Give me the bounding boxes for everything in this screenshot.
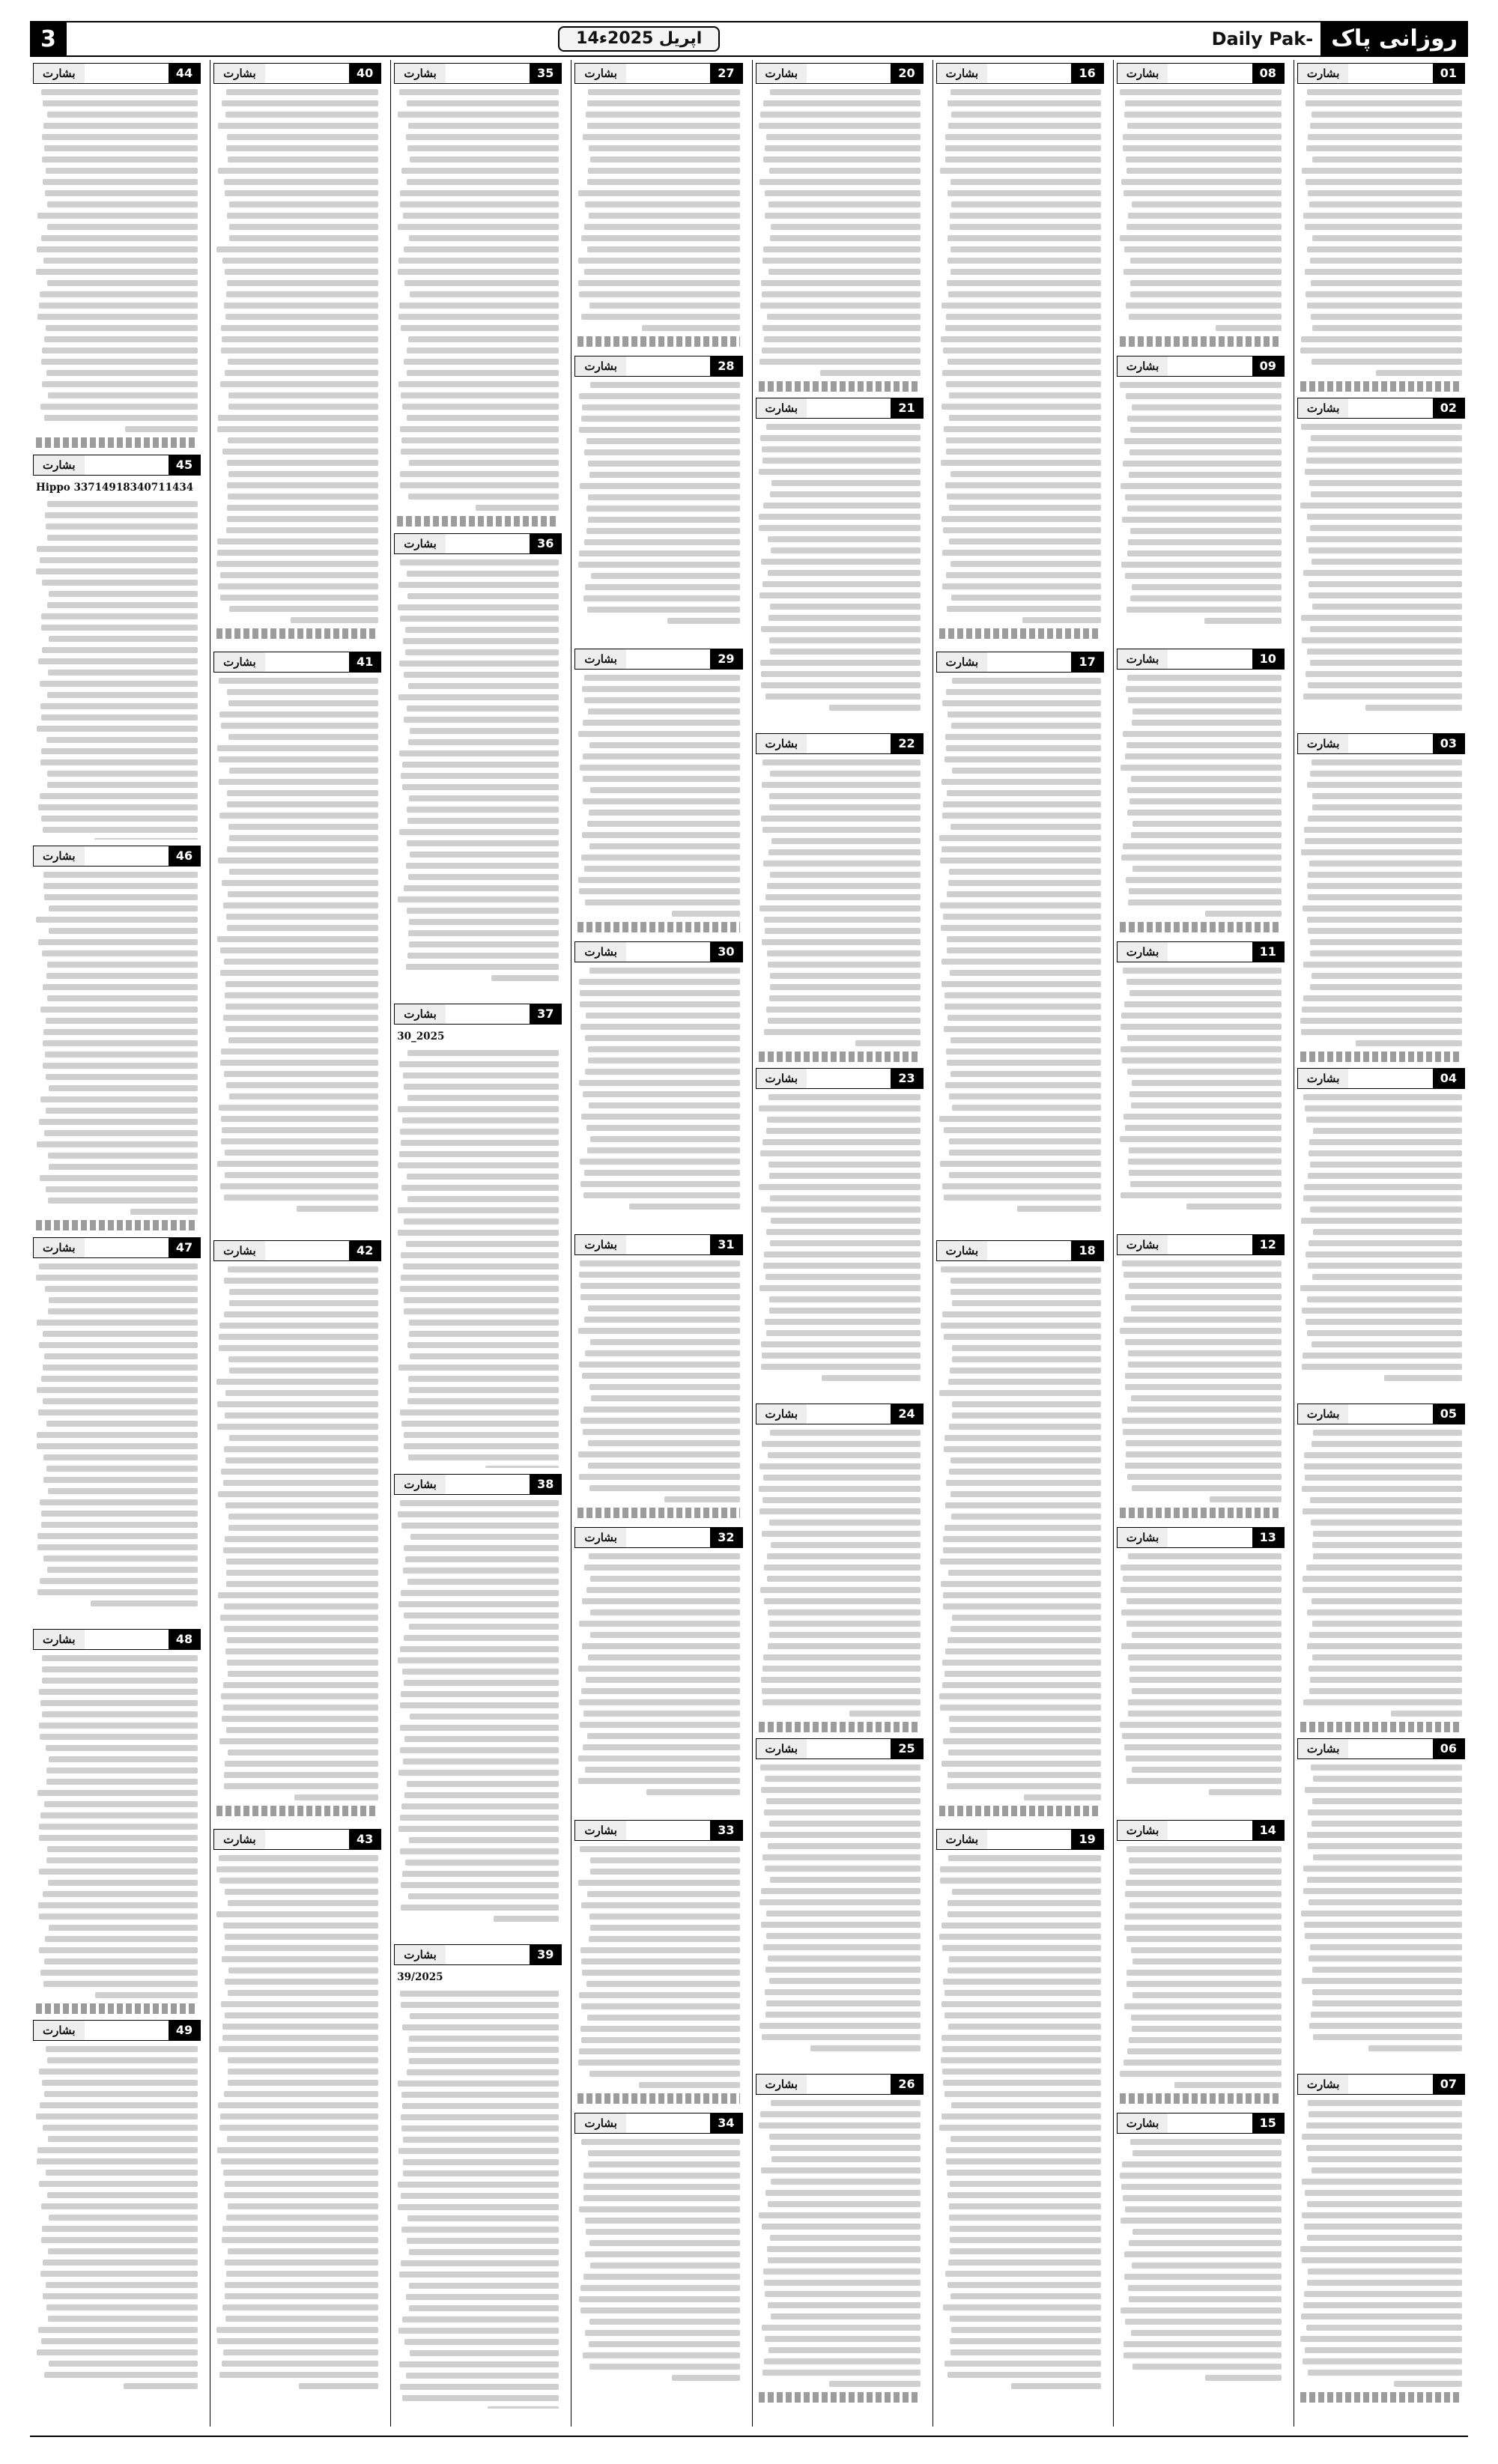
- notice-23: [753, 1068, 927, 1397]
- signature-line: [1300, 1722, 1462, 1732]
- notice-body-lines: [216, 89, 378, 623]
- notice-label: بشارت: [395, 1945, 446, 1964]
- notice-18: [933, 1240, 1107, 1823]
- notice-body-lines: [1120, 1260, 1282, 1502]
- notice-body-lines: [397, 1050, 559, 1468]
- notice-number: 25: [891, 1739, 922, 1759]
- notice-body-lines: [577, 89, 739, 331]
- notice-number: 01: [1433, 64, 1464, 83]
- notice-number: 43: [349, 1830, 380, 1849]
- notice-03: [1294, 733, 1468, 1062]
- notice-header: [756, 398, 924, 419]
- notice-number: 31: [710, 1235, 742, 1254]
- notice-number: 12: [1252, 1235, 1284, 1254]
- notice-header: [1297, 1404, 1465, 1424]
- notice-number: 48: [169, 1630, 200, 1649]
- notice-label: بشارت: [214, 1241, 265, 1260]
- newspaper-brand: [1212, 22, 1468, 55]
- notice-header: [1297, 398, 1465, 419]
- notice-body-lines: [1120, 382, 1282, 624]
- notice-body-lines: [1120, 1846, 1282, 2088]
- notice-header: [756, 1404, 924, 1424]
- notice-number: 28: [710, 356, 742, 376]
- notice-body-lines: [1300, 2100, 1462, 2387]
- notice-label: بشارت: [1298, 2075, 1349, 2094]
- notice-header: [1297, 1068, 1465, 1089]
- notice-number: 40: [349, 64, 380, 83]
- notice-label: بشارت: [1118, 942, 1168, 962]
- notice-body-lines: [577, 675, 739, 917]
- notice-header: [33, 455, 201, 476]
- notice-body-lines: [759, 424, 921, 711]
- notice-35: [391, 63, 565, 527]
- notice-number: 26: [891, 2075, 922, 2094]
- notice-header: [1117, 941, 1285, 962]
- notice-header: [1117, 1820, 1285, 1841]
- signature-line: [939, 1806, 1101, 1816]
- notice-number: 45: [169, 455, 200, 475]
- column-6: [390, 60, 565, 2427]
- notice-label: بشارت: [575, 356, 626, 376]
- notice-reference: 39/2025: [397, 1971, 443, 1983]
- notice-header: [936, 63, 1104, 84]
- notice-header: [756, 733, 924, 754]
- column-2: [1113, 60, 1288, 2427]
- notice-body-lines: [36, 2046, 198, 2389]
- notice-number: 49: [169, 2021, 200, 2040]
- notice-label: بشارت: [214, 652, 265, 672]
- notice-label: بشارت: [34, 64, 85, 83]
- notice-label: بشارت: [1298, 1069, 1349, 1088]
- notice-body-lines: [577, 1553, 739, 1795]
- notice-number: 16: [1071, 64, 1103, 83]
- signature-line: [1120, 336, 1282, 347]
- notice-number: 44: [169, 64, 200, 83]
- notice-body-lines: [1300, 759, 1462, 1046]
- notice-body-lines: [759, 89, 921, 376]
- signature-line: [1300, 1052, 1462, 1062]
- notice-09: [1114, 356, 1288, 643]
- notice-06: [1294, 1738, 1468, 2067]
- notice-body-lines: [216, 1855, 378, 2389]
- notice-label: بشارت: [575, 2113, 626, 2133]
- notice-number: 18: [1071, 1241, 1103, 1260]
- notice-body-lines: [1120, 1553, 1282, 1795]
- notice-label: بشارت: [756, 64, 807, 83]
- notice-header: [213, 1829, 381, 1850]
- notice-48: [30, 1629, 204, 2015]
- notice-label: بشارت: [756, 1069, 807, 1088]
- notice-header: [213, 652, 381, 673]
- notice-body-lines: [36, 1263, 198, 1606]
- notice-body-lines: [759, 2100, 921, 2387]
- notice-label: بشارت: [575, 64, 626, 83]
- signature-line: [577, 922, 739, 932]
- notice-header: [574, 941, 742, 962]
- notice-body-lines: [1300, 1094, 1462, 1381]
- notice-header: [574, 1234, 742, 1255]
- notice-number: 32: [710, 1528, 742, 1547]
- notice-body-lines: [1120, 2139, 1282, 2381]
- signature-line: [1300, 2392, 1462, 2403]
- notice-label: بشارت: [1298, 398, 1349, 418]
- notice-number: 19: [1071, 1830, 1103, 1849]
- notice-body-lines: [36, 872, 198, 1215]
- signature-line: [1300, 381, 1462, 392]
- notice-number: 02: [1433, 398, 1464, 418]
- notice-label: بشارت: [575, 1528, 626, 1547]
- notice-header: [213, 63, 381, 84]
- notice-10: [1114, 649, 1288, 935]
- notice-label: بشارت: [575, 649, 626, 669]
- notice-body-lines: [577, 382, 739, 624]
- brand-urdu: روزانی پاک: [1320, 22, 1468, 55]
- notice-45: [30, 455, 204, 840]
- notice-number: 42: [349, 1241, 380, 1260]
- notice-31: [571, 1234, 745, 1521]
- notice-46: [30, 846, 204, 1231]
- notice-08: [1114, 63, 1288, 350]
- notice-body-lines: [759, 1430, 921, 1717]
- notice-34: [571, 2113, 745, 2400]
- signature-line: [216, 628, 378, 639]
- notice-label: بشارت: [34, 846, 85, 866]
- signature-line: [759, 1722, 921, 1732]
- notice-header: [756, 63, 924, 84]
- notice-header: [574, 63, 742, 84]
- signature-line: [577, 336, 739, 347]
- notice-body-lines: [577, 1260, 739, 1502]
- signature-line: [1120, 1508, 1282, 1518]
- notice-label: بشارت: [34, 455, 85, 475]
- notice-header: [1297, 63, 1465, 84]
- notice-30: [571, 941, 745, 1228]
- notice-37: [391, 1004, 565, 1468]
- notice-body-lines: [216, 1266, 378, 1800]
- notice-number: 14: [1252, 1821, 1284, 1840]
- signature-line: [36, 437, 198, 448]
- notice-label: بشارت: [34, 1630, 85, 1649]
- notice-header: [1117, 1234, 1285, 1255]
- notice-label: بشارت: [1118, 2113, 1168, 2133]
- notice-body-lines: [1120, 968, 1282, 1210]
- signature-line: [216, 1806, 378, 1816]
- notice-header: [394, 63, 562, 84]
- notice-13: [1114, 1527, 1288, 1814]
- notice-27: [571, 63, 745, 350]
- signature-line: [759, 381, 921, 392]
- notice-29: [571, 649, 745, 935]
- notice-header: [1117, 1527, 1285, 1548]
- notice-header: [394, 1944, 562, 1965]
- notice-label: بشارت: [1118, 649, 1168, 669]
- notice-label: بشارت: [1298, 1739, 1349, 1759]
- notice-label: بشارت: [214, 1830, 265, 1849]
- notice-label: بشارت: [34, 1238, 85, 1257]
- masthead: [30, 21, 1468, 57]
- notice-28: [571, 356, 745, 643]
- notice-number: 21: [891, 398, 922, 418]
- signature-line: [577, 1508, 739, 1518]
- notice-43: [210, 1829, 384, 2412]
- notice-number: 03: [1433, 734, 1464, 753]
- notice-body-lines: [759, 759, 921, 1046]
- notice-body-lines: [36, 1655, 198, 1998]
- notice-number: 41: [349, 652, 380, 672]
- notice-body-lines: [36, 89, 198, 432]
- notice-body-lines: [1300, 89, 1462, 376]
- notice-label: بشارت: [756, 734, 807, 753]
- notice-header: [33, 1237, 201, 1258]
- notice-24: [753, 1404, 927, 1732]
- notice-body-lines: [577, 968, 739, 1210]
- notice-22: [753, 733, 927, 1062]
- notice-header: [574, 649, 742, 670]
- notice-47: [30, 1237, 204, 1623]
- notice-body-lines: [577, 2139, 739, 2381]
- issue-date: 14اپریل 2025ء: [558, 26, 720, 52]
- column-8: [30, 60, 204, 2427]
- notice-label: بشارت: [1118, 1821, 1168, 1840]
- notice-number: 35: [530, 64, 561, 83]
- notice-01: [1294, 63, 1468, 392]
- notice-body-lines: [397, 559, 559, 981]
- notice-header: [1117, 649, 1285, 670]
- notice-body-lines: [759, 1764, 921, 2051]
- notice-label: بشارت: [937, 64, 988, 83]
- signature-line: [36, 1220, 198, 1231]
- notice-label: بشارت: [937, 652, 988, 672]
- notice-header: [33, 63, 201, 84]
- notice-header: [1297, 733, 1465, 754]
- notice-33: [571, 1820, 745, 2107]
- signature-line: [1120, 2093, 1282, 2104]
- signature-line: [939, 628, 1101, 639]
- notice-26: [753, 2074, 927, 2403]
- notice-reference: 30_2025: [397, 1031, 445, 1043]
- signature-line: [577, 2093, 739, 2104]
- notice-header: [33, 846, 201, 867]
- notice-header: [574, 1527, 742, 1548]
- notice-49: [30, 2020, 204, 2406]
- signature-line: [759, 2392, 921, 2403]
- notice-21: [753, 398, 927, 726]
- notice-number: 29: [710, 649, 742, 669]
- notice-number: 38: [530, 1475, 561, 1494]
- notice-header: [574, 1820, 742, 1841]
- notice-header: [574, 2113, 742, 2134]
- notice-36: [391, 533, 565, 998]
- notice-05: [1294, 1404, 1468, 1732]
- notice-number: 27: [710, 64, 742, 83]
- notice-body-lines: [577, 1846, 739, 2088]
- notice-number: 24: [891, 1404, 922, 1424]
- column-5: [571, 60, 745, 2427]
- notice-header: [1297, 1738, 1465, 1759]
- signature-line: [36, 2003, 198, 2014]
- notice-header: [394, 1474, 562, 1495]
- notice-44: [30, 63, 204, 449]
- notice-label: بشارت: [756, 1404, 807, 1424]
- notice-label: بشارت: [1118, 64, 1168, 83]
- notice-42: [210, 1240, 384, 1823]
- notice-label: بشارت: [937, 1830, 988, 1849]
- notice-number: 07: [1433, 2075, 1464, 2094]
- notice-40: [210, 63, 384, 646]
- notice-label: بشارت: [395, 1475, 446, 1494]
- notice-number: 09: [1252, 356, 1284, 376]
- notice-label: بشارت: [575, 942, 626, 962]
- notice-39: [391, 1944, 565, 2409]
- notice-header: [756, 1068, 924, 1089]
- notice-header: [936, 652, 1104, 673]
- notice-label: بشارت: [395, 1004, 446, 1024]
- notice-number: 15: [1252, 2113, 1284, 2133]
- column-1: [1294, 60, 1468, 2427]
- notice-number: 33: [710, 1821, 742, 1840]
- notice-reference: Hippo 33714918340711434: [36, 481, 194, 494]
- notice-11: [1114, 941, 1288, 1228]
- notice-label: بشارت: [34, 2021, 85, 2040]
- notice-label: بشارت: [395, 64, 446, 83]
- brand-latin: Daily Pak-: [1211, 28, 1314, 49]
- column-3: [933, 60, 1107, 2427]
- notice-number: 30: [710, 942, 742, 962]
- notice-header: [1117, 356, 1285, 377]
- notice-04: [1294, 1068, 1468, 1397]
- notice-label: بشارت: [937, 1241, 988, 1260]
- notice-number: 22: [891, 734, 922, 753]
- notice-header: [33, 1629, 201, 1650]
- notice-body-lines: [939, 678, 1101, 1212]
- notice-number: 17: [1071, 652, 1103, 672]
- signature-line: [1120, 922, 1282, 932]
- notice-header: [936, 1829, 1104, 1850]
- notice-body-lines: [1120, 675, 1282, 917]
- column-4: [752, 60, 927, 2427]
- notice-07: [1294, 2074, 1468, 2403]
- notice-number: 11: [1252, 942, 1284, 962]
- notice-header: [1297, 2074, 1465, 2095]
- notice-14: [1114, 1820, 1288, 2107]
- notice-label: بشارت: [395, 534, 446, 553]
- notice-number: 06: [1433, 1739, 1464, 1759]
- notice-label: بشارت: [1298, 734, 1349, 753]
- notice-16: [933, 63, 1107, 646]
- notice-label: بشارت: [575, 1821, 626, 1840]
- notice-header: [756, 2074, 924, 2095]
- notice-label: بشارت: [1118, 1528, 1168, 1547]
- notice-41: [210, 652, 384, 1234]
- notice-17: [933, 652, 1107, 1234]
- notice-25: [753, 1738, 927, 2067]
- notice-header: [756, 1738, 924, 1759]
- notice-number: 20: [891, 64, 922, 83]
- notice-body-lines: [397, 89, 559, 511]
- classified-columns: [30, 60, 1468, 2427]
- notice-number: 46: [169, 846, 200, 866]
- notice-label: بشارت: [756, 2075, 807, 2094]
- notice-number: 10: [1252, 649, 1284, 669]
- notice-number: 05: [1433, 1404, 1464, 1424]
- notice-body-lines: [1300, 424, 1462, 711]
- notice-02: [1294, 398, 1468, 726]
- notice-body-lines: [939, 1266, 1101, 1800]
- signature-line: [759, 1052, 921, 1062]
- notice-number: 39: [530, 1945, 561, 1964]
- page-number: 3: [30, 22, 67, 55]
- notice-label: بشارت: [1118, 1235, 1168, 1254]
- page-bottom-rule: [30, 2436, 1468, 2437]
- notice-12: [1114, 1234, 1288, 1521]
- notice-number: 08: [1252, 64, 1284, 83]
- signature-line: [397, 516, 559, 527]
- notice-body-lines: [216, 678, 378, 1212]
- notice-label: بشارت: [1298, 1404, 1349, 1424]
- notice-38: [391, 1474, 565, 1938]
- notice-body-lines: [1300, 1764, 1462, 2051]
- notice-number: 37: [530, 1004, 561, 1024]
- notice-number: 47: [169, 1238, 200, 1257]
- notice-body-lines: [397, 1500, 559, 1922]
- notice-header: [394, 533, 562, 554]
- notice-number: 04: [1433, 1069, 1464, 1088]
- notice-number: 34: [710, 2113, 742, 2133]
- notice-header: [1117, 2113, 1285, 2134]
- notice-header: [33, 2020, 201, 2041]
- notice-number: 13: [1252, 1528, 1284, 1547]
- notice-label: بشارت: [756, 1739, 807, 1759]
- notice-32: [571, 1527, 745, 1814]
- notice-19: [933, 1829, 1107, 2412]
- notice-body-lines: [939, 89, 1101, 623]
- notice-body-lines: [1300, 1430, 1462, 1717]
- notice-header: [213, 1240, 381, 1261]
- notice-label: بشارت: [214, 64, 265, 83]
- notice-label: بشارت: [1298, 64, 1349, 83]
- notice-body-lines: [1120, 89, 1282, 331]
- notice-header: [394, 1004, 562, 1025]
- notice-header: [574, 356, 742, 377]
- notice-body-lines: [939, 1855, 1101, 2389]
- notice-20: [753, 63, 927, 392]
- notice-number: 36: [530, 534, 561, 553]
- notice-body-lines: [759, 1094, 921, 1381]
- notice-number: 23: [891, 1069, 922, 1088]
- notice-15: [1114, 2113, 1288, 2400]
- notice-header: [1117, 63, 1285, 84]
- notice-label: بشارت: [575, 1235, 626, 1254]
- notice-label: بشارت: [756, 398, 807, 418]
- notice-header: [936, 1240, 1104, 1261]
- notice-body-lines: [36, 501, 198, 840]
- notice-body-lines: [397, 1991, 559, 2409]
- column-7: [210, 60, 384, 2427]
- notice-label: بشارت: [1118, 356, 1168, 376]
